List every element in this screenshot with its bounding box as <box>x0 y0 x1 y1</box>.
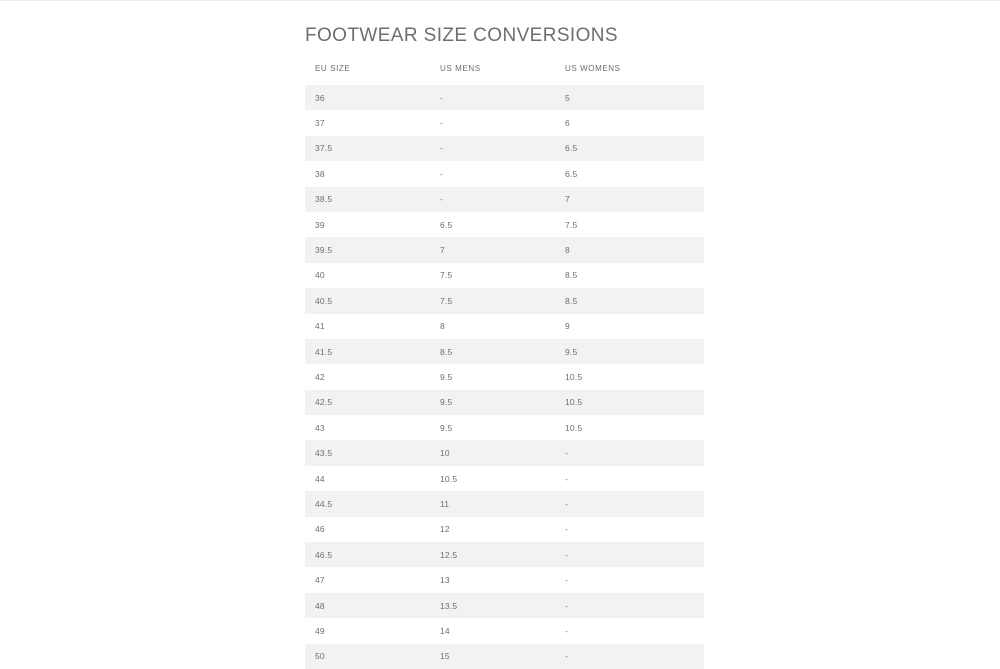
table-row <box>305 263 704 288</box>
table-row <box>305 187 704 212</box>
table-row <box>305 136 704 161</box>
table-row <box>305 390 704 415</box>
cell-us-womens: 8.5 <box>555 263 704 288</box>
cell-eu-size: 43 <box>305 415 430 440</box>
cell-us-mens: 12 <box>430 517 555 542</box>
cell-eu-size: 42 <box>305 364 430 389</box>
size-conversion-table-container <box>305 52 704 669</box>
cell-us-womens: - <box>555 567 704 592</box>
table-header-row <box>305 52 704 85</box>
cell-us-womens: - <box>555 542 704 567</box>
table-row <box>305 212 704 237</box>
cell-eu-size: 37.5 <box>305 136 430 161</box>
cell-us-mens: 9.5 <box>430 390 555 415</box>
table-row <box>305 542 704 567</box>
cell-eu-size: 46 <box>305 517 430 542</box>
cell-eu-size: 42.5 <box>305 390 430 415</box>
cell-eu-size: 44.5 <box>305 491 430 516</box>
cell-us-womens: 8.5 <box>555 288 704 313</box>
cell-us-womens: - <box>555 517 704 542</box>
cell-us-mens: 7.5 <box>430 263 555 288</box>
cell-us-mens: 8.5 <box>430 339 555 364</box>
cell-us-womens: 10.5 <box>555 364 704 389</box>
table-row <box>305 237 704 262</box>
cell-us-mens: 9.5 <box>430 415 555 440</box>
cell-us-mens: 6.5 <box>430 212 555 237</box>
table-row <box>305 440 704 465</box>
cell-us-mens: 15 <box>430 644 555 669</box>
cell-us-mens: - <box>430 110 555 135</box>
table-row <box>305 288 704 313</box>
cell-us-mens: 7.5 <box>430 288 555 313</box>
top-divider <box>0 0 1000 1</box>
cell-us-mens: - <box>430 85 555 110</box>
cell-us-womens: 10.5 <box>555 390 704 415</box>
table-row <box>305 644 704 669</box>
cell-us-mens: 14 <box>430 618 555 643</box>
table-row <box>305 339 704 364</box>
cell-eu-size: 44 <box>305 466 430 491</box>
cell-us-womens: 8 <box>555 237 704 262</box>
cell-us-womens: 6.5 <box>555 161 704 186</box>
cell-eu-size: 39.5 <box>305 237 430 262</box>
table-row <box>305 364 704 389</box>
cell-us-mens: - <box>430 136 555 161</box>
cell-eu-size: 46.5 <box>305 542 430 567</box>
cell-us-womens: - <box>555 593 704 618</box>
cell-eu-size: 36 <box>305 85 430 110</box>
table-row <box>305 314 704 339</box>
cell-us-womens: 6.5 <box>555 136 704 161</box>
cell-us-mens: 10 <box>430 440 555 465</box>
cell-us-womens: 6 <box>555 110 704 135</box>
cell-eu-size: 40 <box>305 263 430 288</box>
cell-us-womens: - <box>555 491 704 516</box>
table-row <box>305 567 704 592</box>
table-body <box>305 85 704 669</box>
cell-eu-size: 38.5 <box>305 187 430 212</box>
table-row <box>305 415 704 440</box>
column-header-us-mens: US MENS <box>440 63 481 73</box>
cell-eu-size: 50 <box>305 644 430 669</box>
table-row <box>305 466 704 491</box>
cell-eu-size: 37 <box>305 110 430 135</box>
cell-eu-size: 40.5 <box>305 288 430 313</box>
cell-us-womens: - <box>555 440 704 465</box>
cell-eu-size: 48 <box>305 593 430 618</box>
table-row <box>305 517 704 542</box>
cell-us-womens: 9.5 <box>555 339 704 364</box>
cell-eu-size: 38 <box>305 161 430 186</box>
cell-us-mens: 7 <box>430 237 555 262</box>
table-row <box>305 110 704 135</box>
cell-us-mens: - <box>430 187 555 212</box>
cell-us-mens: 13.5 <box>430 593 555 618</box>
cell-us-womens: - <box>555 466 704 491</box>
size-conversion-table <box>305 52 704 669</box>
cell-us-mens: 11 <box>430 491 555 516</box>
page-title: FOOTWEAR SIZE CONVERSIONS <box>305 24 618 46</box>
cell-us-mens: 12.5 <box>430 542 555 567</box>
column-header-us-womens: US WOMENS <box>565 63 621 73</box>
cell-eu-size: 41.5 <box>305 339 430 364</box>
cell-us-womens: - <box>555 644 704 669</box>
cell-eu-size: 49 <box>305 618 430 643</box>
cell-us-mens: - <box>430 161 555 186</box>
cell-us-womens: 7.5 <box>555 212 704 237</box>
table-row <box>305 593 704 618</box>
cell-us-mens: 13 <box>430 567 555 592</box>
cell-eu-size: 47 <box>305 567 430 592</box>
cell-us-womens: 10.5 <box>555 415 704 440</box>
cell-us-womens: 9 <box>555 314 704 339</box>
cell-us-mens: 9.5 <box>430 364 555 389</box>
table-row <box>305 491 704 516</box>
cell-us-mens: 10.5 <box>430 466 555 491</box>
column-header-eu-size: EU SIZE <box>315 63 351 73</box>
table-header <box>305 52 704 85</box>
cell-us-womens: 7 <box>555 187 704 212</box>
table-row <box>305 85 704 110</box>
cell-eu-size: 41 <box>305 314 430 339</box>
table-row <box>305 618 704 643</box>
table-row <box>305 161 704 186</box>
cell-us-womens: - <box>555 618 704 643</box>
cell-eu-size: 43.5 <box>305 440 430 465</box>
cell-us-mens: 8 <box>430 314 555 339</box>
cell-us-womens: 5 <box>555 85 704 110</box>
cell-eu-size: 39 <box>305 212 430 237</box>
